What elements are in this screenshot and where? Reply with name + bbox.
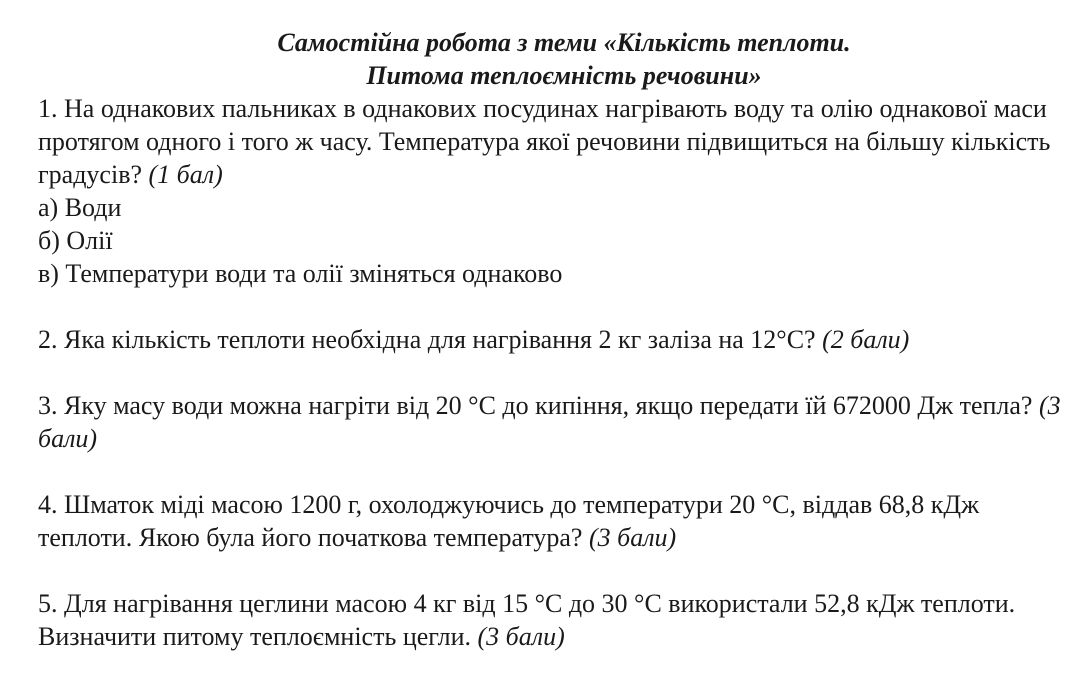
title-line-1: Самостійна робота з теми «Кількість теплоти. [277, 28, 851, 57]
spacer [38, 290, 1068, 323]
question-2-points: (2 бали) [822, 325, 910, 354]
worksheet-title [38, 26, 1068, 92]
question-2 [38, 323, 1068, 356]
question-4-text: 4. Шматок міді масою 1200 г, охолоджуючись до температури 20 °С, віддав 68,8 кДж теплоти. Якою була його початкова температура? [38, 490, 980, 552]
question-5 [38, 587, 1068, 653]
question-1-points: (1 бал) [148, 160, 223, 189]
question-2-text: 2. Яка кількість теплоти необхідна для нагрівання 2 кг заліза на 12°С? [38, 325, 816, 354]
question-4 [38, 488, 1068, 554]
question-1-text: 1. На однакових пальниках в однакових посудинах нагрівають воду та олію однакової маси протягом одного і того ж часу. Температура якої речовини підвищиться на більшу кількість градусів? [38, 94, 1051, 189]
question-1 [38, 92, 1068, 290]
question-5-points: (3 бали) [477, 622, 565, 651]
question-4-points: (3 бали) [588, 523, 677, 552]
question-3-points: (3 бали) [38, 391, 1061, 453]
question-1-option-c: в) Температури води та олії зміняться однаково [38, 259, 563, 288]
question-3 [38, 389, 1068, 455]
worksheet-page [38, 26, 1068, 653]
question-1-option-b: б) Олії [38, 226, 113, 255]
question-5-text: 5. Для нагрівання цеглини масою 4 кг від 15 °С до 30 °С використали 52,8 кДж теплоти. Визначити питому теплоємність цегли. [38, 589, 1016, 651]
question-1-option-a: а) Води [38, 193, 122, 222]
question-3-text: 3. Яку масу води можна нагріти від 20 °С до кипіння, якщо передати їй 672000 Дж тепла? [38, 391, 1033, 420]
spacer [38, 356, 1068, 389]
spacer [38, 455, 1068, 488]
spacer [38, 554, 1068, 587]
title-line-2: Питома теплоємність речовини» [366, 61, 762, 90]
